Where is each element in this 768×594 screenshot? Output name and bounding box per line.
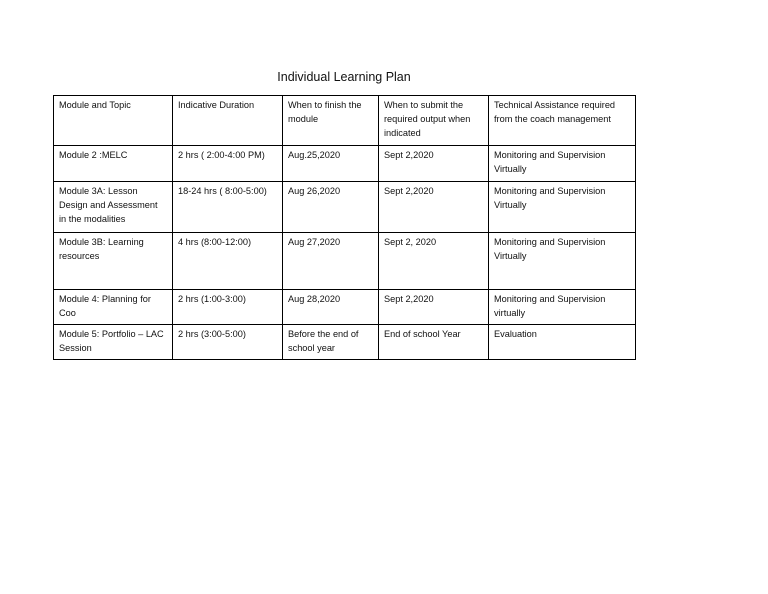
cell-module: Module 3B: Learning resources <box>54 233 173 290</box>
column-header-finish: When to finish the module <box>283 96 379 146</box>
cell-finish: Before the end of school year <box>283 325 379 360</box>
column-header-assistance: Technical Assistance required from the coach management <box>489 96 636 146</box>
cell-assistance: Monitoring and Supervision virtually <box>489 290 636 325</box>
cell-assistance: Evaluation <box>489 325 636 360</box>
cell-submit: Sept 2,2020 <box>379 182 489 233</box>
cell-duration: 2 hrs (3:00-5:00) <box>173 325 283 360</box>
cell-submit: Sept 2,2020 <box>379 290 489 325</box>
cell-assistance: Monitoring and Supervision Virtually <box>489 182 636 233</box>
column-header-module: Module and Topic <box>54 96 173 146</box>
table-row <box>54 182 636 233</box>
table-row <box>54 233 636 290</box>
learning-plan-table <box>53 95 636 360</box>
cell-module: Module 2 :MELC <box>54 146 173 182</box>
cell-module: Module 4: Planning for Coo <box>54 290 173 325</box>
cell-assistance: Monitoring and Supervision Virtually <box>489 146 636 182</box>
cell-module: Module 5: Portfolio – LAC Session <box>54 325 173 360</box>
cell-duration: 2 hrs (1:00-3:00) <box>173 290 283 325</box>
table-row <box>54 146 636 182</box>
cell-submit: End of school Year <box>379 325 489 360</box>
cell-module: Module 3A: Lesson Design and Assessment in the modalities <box>54 182 173 233</box>
cell-duration: 4 hrs (8:00-12:00) <box>173 233 283 290</box>
cell-finish: Aug 27,2020 <box>283 233 379 290</box>
table-row <box>54 325 636 360</box>
column-header-submit: When to submit the required output when indicated <box>379 96 489 146</box>
table-row <box>54 290 636 325</box>
cell-duration: 2 hrs ( 2:00-4:00 PM) <box>173 146 283 182</box>
page-title: Individual Learning Plan <box>277 70 411 84</box>
cell-finish: Aug 28,2020 <box>283 290 379 325</box>
table-header-row <box>54 96 636 146</box>
cell-submit: Sept 2, 2020 <box>379 233 489 290</box>
cell-finish: Aug.25,2020 <box>283 146 379 182</box>
cell-assistance: Monitoring and Supervision Virtually <box>489 233 636 290</box>
column-header-duration: Indicative Duration <box>173 96 283 146</box>
cell-finish: Aug 26,2020 <box>283 182 379 233</box>
cell-duration: 18-24 hrs ( 8:00-5:00) <box>173 182 283 233</box>
cell-submit: Sept 2,2020 <box>379 146 489 182</box>
